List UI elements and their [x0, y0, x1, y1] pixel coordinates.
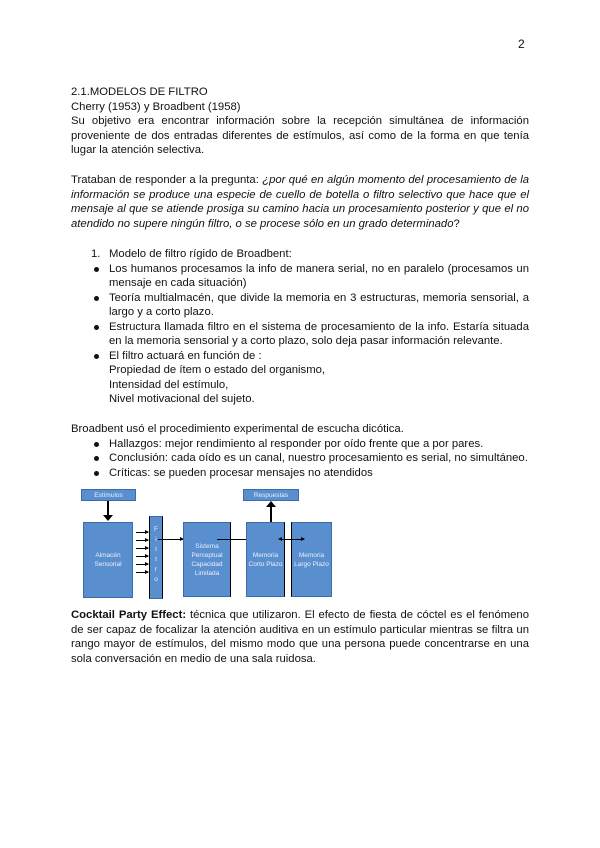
model-number: 1. [91, 248, 101, 260]
filter-factors [89, 363, 529, 407]
section-heading: 2.1.MODELOS DE FILTRO [71, 86, 208, 98]
section-intro [71, 85, 529, 158]
experiment-intro: Broadbent usó el procedimiento experimental de escucha dicótica. [71, 423, 404, 435]
question-lead: Trataban de responder a la pregunta: [71, 174, 263, 186]
arrow-head-left-icon [278, 537, 282, 541]
responses-arrow [270, 506, 272, 522]
stimuli-box: Estímulos [81, 489, 136, 501]
sensory-store-box: Almacén Sensorial [83, 522, 133, 598]
section-objective: Su objetivo era encontrar información sobre la recepción simultánea de información proveniente de dos entradas diferentes de estímulos, así como de la forma en que tenía lugar la atención selectiva. [71, 115, 529, 156]
perceptual-system-box: Sistema Perceptual Capacidad Limitada [183, 522, 231, 597]
arrow-head-up-icon [266, 501, 276, 507]
short-term-memory-box: Memoria Corto Plazo [246, 522, 285, 597]
cocktail-term: Cocktail Party Effect: [71, 609, 187, 621]
system-to-stm-arrow [217, 539, 265, 540]
input-arrow [136, 564, 148, 565]
list-item: Estructura llamada filtro en el sistema de procesamiento de la info. Estaría situada en la memoria sensorial y a corto plazo, solo deja pasar información relevante. [89, 320, 529, 349]
model-bullets [89, 262, 529, 364]
list-item: Teoría multialmacén, que divide la memoria en 3 estructuras, memoria sensorial, a largo y a corto plazo. [89, 291, 529, 320]
factor-item: Intensidad del estímulo, [109, 378, 229, 391]
experiment-section [71, 422, 529, 480]
question-end: ? [453, 217, 460, 230]
input-arrow [136, 572, 148, 573]
input-arrow [136, 532, 148, 533]
cocktail-party-paragraph [71, 608, 529, 666]
model-section [89, 247, 529, 407]
model-title: 1. Modelo de filtro rígido de Broadbent: [91, 248, 292, 260]
list-item: Conclusión: cada oído es un canal, nuestro procesamiento es serial, no simultáneo. [89, 451, 529, 466]
responses-box: Respuestas [243, 489, 299, 501]
arrow-head-down-icon [103, 515, 113, 521]
input-arrow [136, 540, 148, 541]
filter-box: F i l t r o [149, 516, 163, 599]
experiment-bullets [89, 437, 529, 481]
input-arrow [136, 548, 148, 549]
list-item: Los humanos procesamos la info de manera serial, no en paralelo (procesamos un mensaje en cada situación) [89, 262, 529, 291]
list-item: Críticas: se pueden procesar mensajes no atendidos [89, 466, 529, 481]
list-item: El filtro actuará en función de : [89, 349, 529, 364]
input-arrow [136, 556, 148, 557]
long-term-memory-box: Memoria Largo Plazo [291, 522, 332, 597]
stimuli-arrow [107, 501, 109, 518]
question-text: ¿por qué en algún momento del procesamiento de la información se produce una especie de cuello de botella o filtro selectivo que hace que el mensaje al que se atiende prosiga su camino hacia un procesamiento posterior y que el no atendido no supere ningún filtro, o se procese sólo en un grado determinado [71, 174, 530, 230]
filter-to-system-arrow [158, 539, 183, 540]
cocktail-text: técnica que utilizaron. El efecto de fiesta de cóctel es el fenómeno de ser capaz de focalizar la atención auditiva en un estímulo particular mientras se filtra un rango mayor de estímulos, del mismo modo que una persona puede concentrarse en una sola conversación en medio de una sala ruidosa. [71, 609, 529, 665]
research-question [71, 173, 529, 231]
factor-item: Nivel motivacional del sujeto. [109, 393, 255, 405]
section-authors: Cherry (1953) y Broadbent (1958) [71, 100, 241, 113]
stm-ltm-arrow [280, 539, 304, 540]
page-number: 2 [518, 37, 525, 51]
list-item: Hallazgos: mejor rendimiento al responder por oído frente que a por pares. [89, 437, 529, 452]
factor-item: Propiedad de ítem o estado del organismo, [109, 364, 326, 376]
